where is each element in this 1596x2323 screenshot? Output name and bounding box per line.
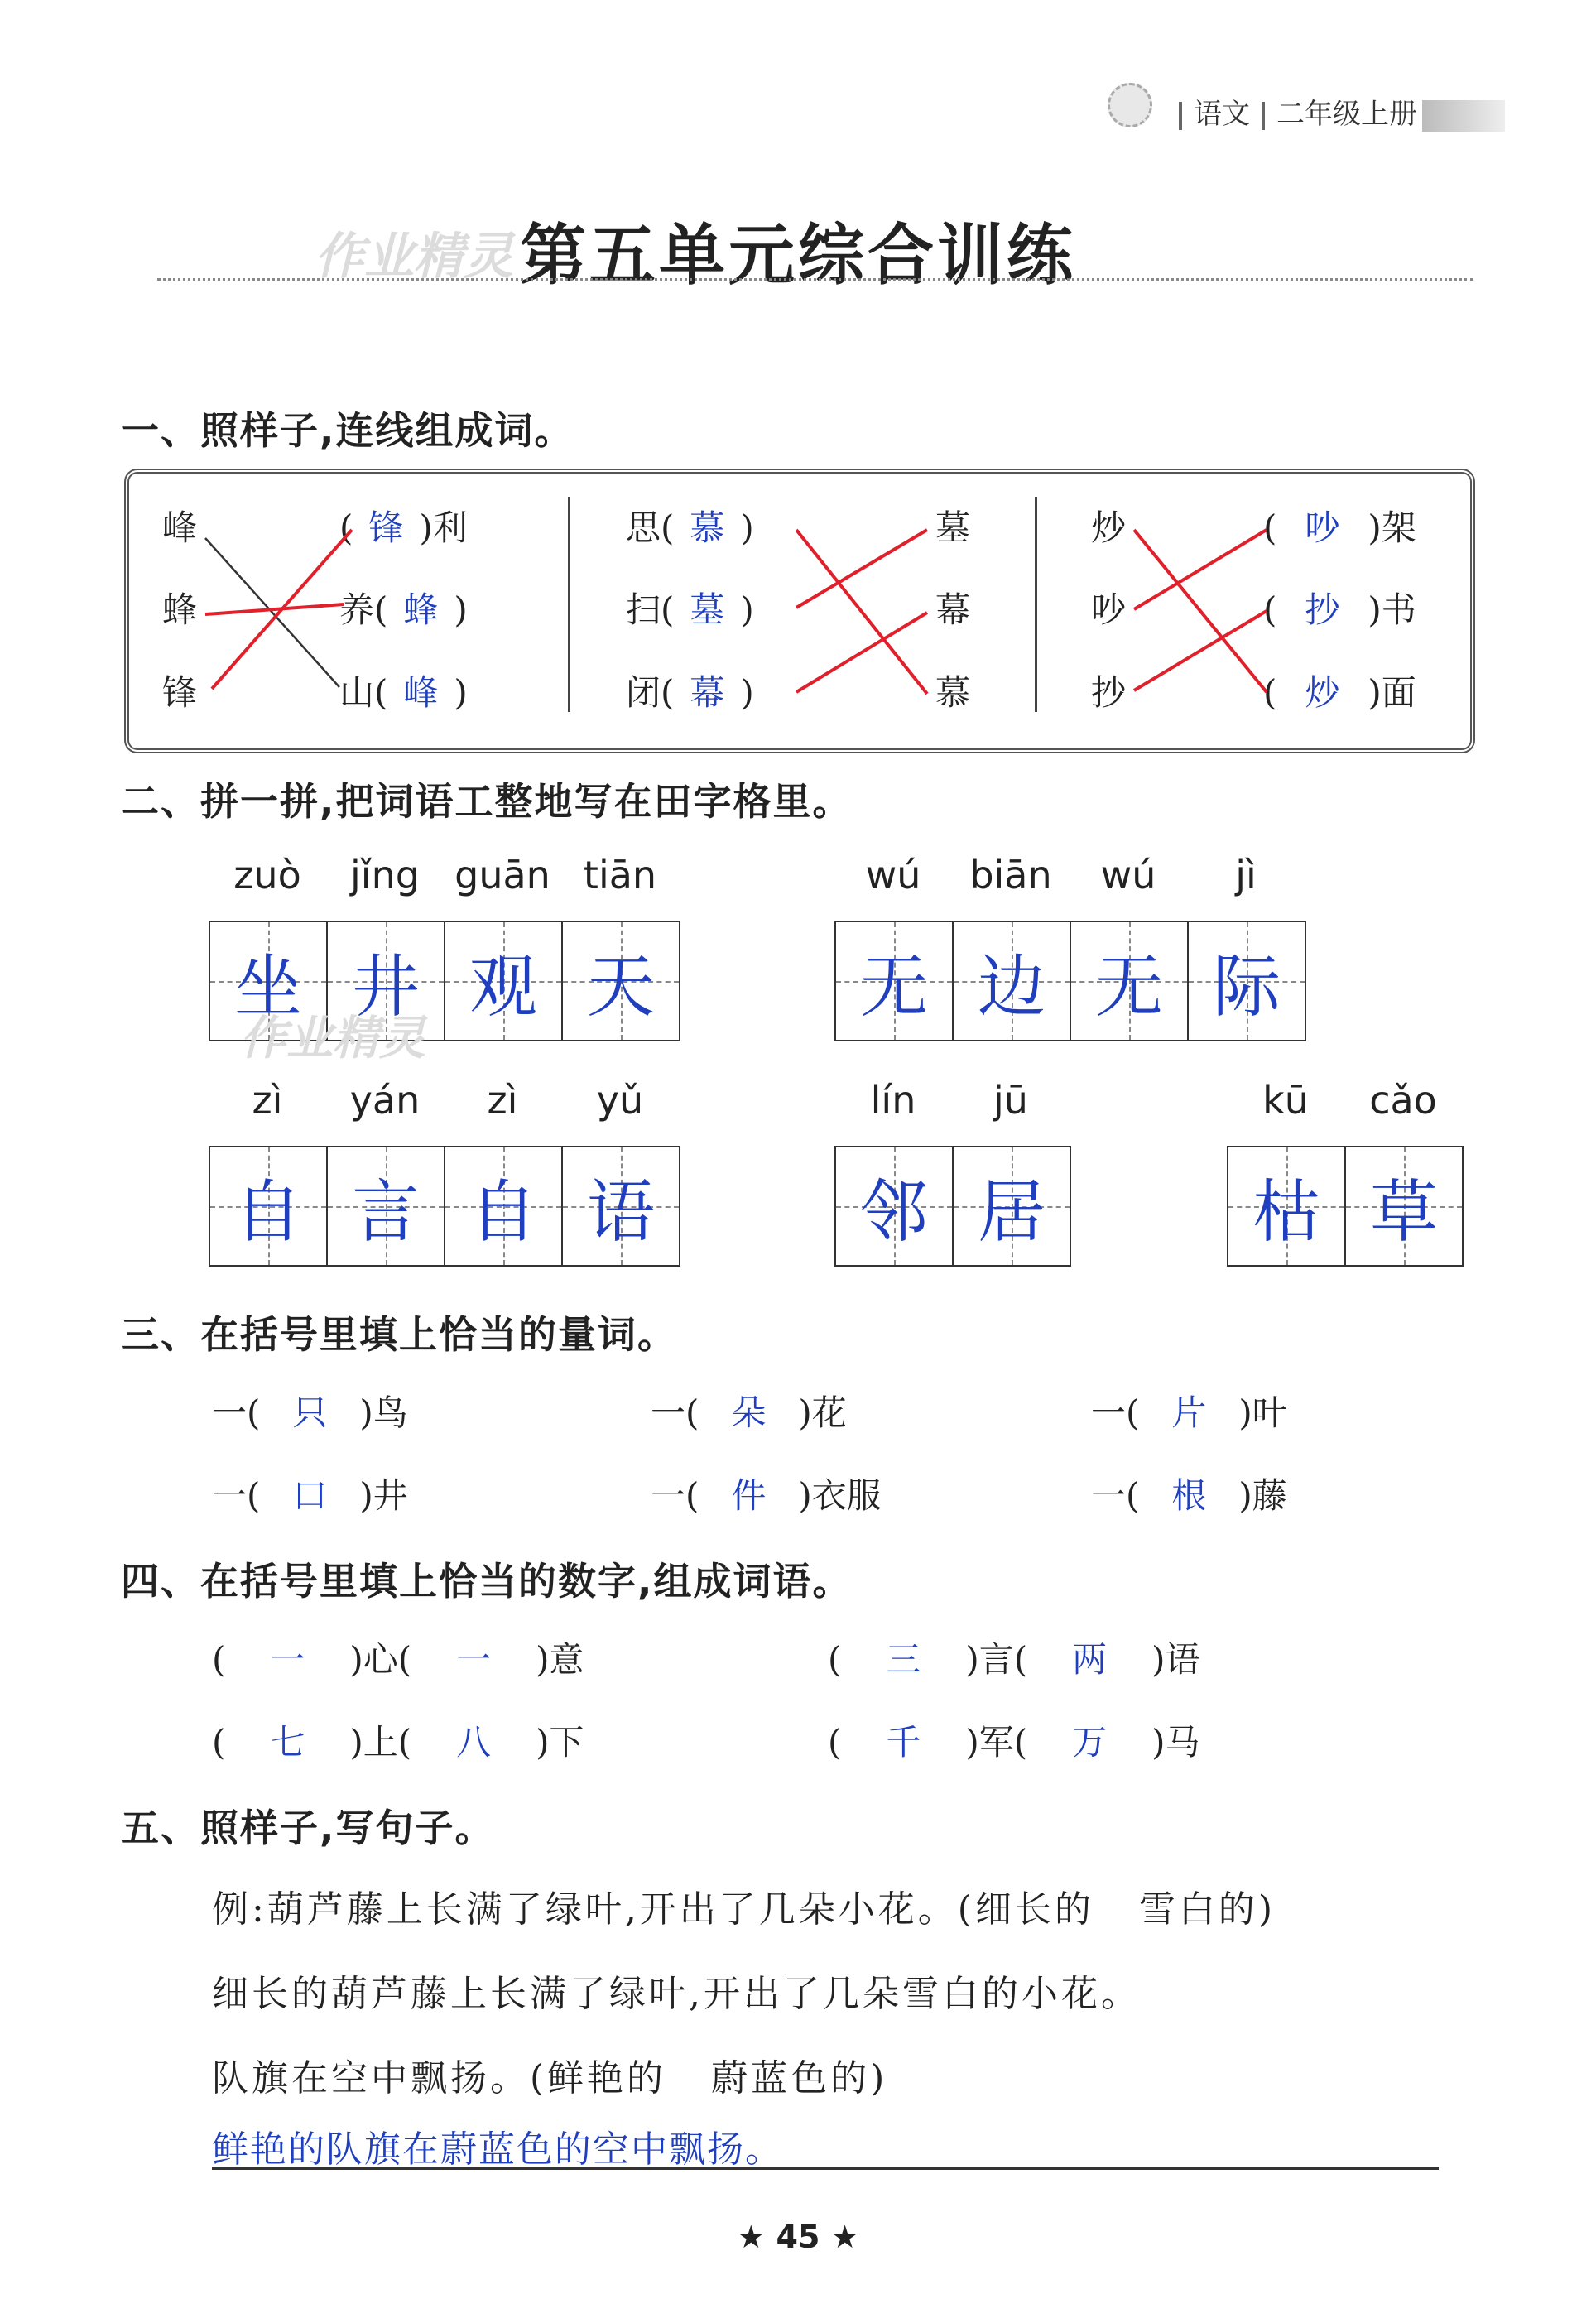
tianzige-grid <box>834 1146 1071 1267</box>
pinyin-row <box>834 1078 1070 1123</box>
grid-cell: 居 <box>954 1147 1070 1265</box>
q1-right-word: 山( 峰 ) <box>339 672 468 713</box>
pinyin: wú <box>1100 853 1156 897</box>
grid-cell: 无 <box>836 922 954 1040</box>
q1-mid-word: 思( 慕 ) <box>626 507 754 548</box>
q1-r-word: ( 吵 )架 <box>1263 507 1416 548</box>
q1-mid-word: 闭( 幕 ) <box>626 672 754 713</box>
grid-cell: 无 <box>1071 922 1189 1040</box>
measure-word-item: 一( 只 )鸟 <box>212 1392 408 1433</box>
pinyin-row <box>1227 1078 1462 1123</box>
tianzige-grid <box>209 1146 680 1267</box>
example-answer: 细长的葫芦藤上长满了绿叶,开出了几朵雪白的小花。 <box>212 1973 1141 2015</box>
grid-cell: 坐 <box>210 922 328 1040</box>
grid-cell: 草 <box>1346 1147 1462 1265</box>
answer-line <box>796 613 927 692</box>
q1-mid-right-char: 慕 <box>935 672 971 713</box>
grid-cell: 井 <box>328 922 445 1040</box>
tianzige-grid <box>209 921 680 1041</box>
q5-heading: 五、照样子,写句子。 <box>121 1806 495 1850</box>
q1-left-char: 锋 <box>162 672 198 713</box>
watermark: 作业精灵 <box>240 1012 425 1065</box>
answer-line <box>1134 611 1267 690</box>
answer-line <box>212 530 352 689</box>
pinyin: zì <box>487 1078 518 1123</box>
pinyin: jǐng <box>350 853 420 897</box>
pinyin: wú <box>865 853 921 897</box>
q1-r-word: ( 炒 )面 <box>1263 672 1416 713</box>
pinyin: biān <box>969 853 1052 897</box>
answer-line <box>205 604 344 614</box>
q1-mid-word: 扫( 墓 ) <box>626 589 754 630</box>
tianzige-grid <box>1227 1146 1464 1267</box>
answer-underline <box>212 2167 1439 2170</box>
pinyin: tiān <box>583 853 657 897</box>
q1-mid-right-char: 墓 <box>935 507 971 548</box>
answer-line <box>1134 530 1267 609</box>
pinyin: cǎo <box>1369 1078 1437 1123</box>
pinyin: jì <box>1235 853 1257 897</box>
pinyin: lín <box>870 1078 916 1123</box>
grid-cell: 言 <box>328 1147 445 1265</box>
grid-cell: 天 <box>563 922 679 1040</box>
q1-r-left-char: 炒 <box>1091 507 1127 548</box>
q1-connection-lines <box>0 0 1596 828</box>
grid-cell: 邻 <box>836 1147 954 1265</box>
q1-r-left-char: 吵 <box>1091 589 1127 630</box>
q1-r-word: ( 抄 )书 <box>1263 589 1416 630</box>
grid-cell: 语 <box>563 1147 679 1265</box>
grid-cell: 自 <box>445 1147 563 1265</box>
page-title: 第五单元综合训练 <box>520 216 1076 294</box>
tianzige-grid <box>834 921 1306 1041</box>
measure-word-item: 一( 口 )井 <box>212 1475 408 1516</box>
pinyin: yán <box>349 1078 421 1123</box>
exercise-answer: 鲜艳的队旗在蔚蓝色的空中飘扬。 <box>212 2128 783 2171</box>
example-sentence: 例:葫芦藤上长满了绿叶,开出了几朵小花。(细长的 雪白的) <box>212 1888 1276 1931</box>
pinyin: guān <box>454 853 550 897</box>
subject-label: 语文 <box>1194 98 1250 131</box>
number-idiom: ( 一 )心( 一 )意 <box>212 1639 584 1680</box>
q1-r-left-char: 抄 <box>1091 672 1127 713</box>
pinyin: jū <box>993 1078 1028 1123</box>
pinyin-row <box>209 1078 679 1123</box>
grid-cell: 际 <box>1189 922 1305 1040</box>
grid-cell: 观 <box>445 922 563 1040</box>
number-idiom: ( 七 )上( 八 )下 <box>212 1722 584 1763</box>
pinyin: kū <box>1262 1078 1309 1123</box>
page-number: ★ 45 ★ <box>737 2219 859 2255</box>
grid-cell: 枯 <box>1228 1147 1346 1265</box>
exercise-prompt: 队旗在空中飘扬。(鲜艳的 蔚蓝色的) <box>212 2057 888 2099</box>
q2-heading: 二、拼一拼,把词语工整地写在田字格里。 <box>121 779 853 824</box>
pinyin: zì <box>252 1078 283 1123</box>
number-idiom: ( 千 )军( 万 )马 <box>828 1722 1200 1763</box>
pinyin: yǔ <box>596 1078 644 1123</box>
grade-label: 二年级上册 <box>1276 98 1417 131</box>
grid-cell: 自 <box>210 1147 328 1265</box>
q4-heading: 四、在括号里填上恰当的数字,组成词语。 <box>121 1559 853 1604</box>
q1-left-char: 蜂 <box>162 589 198 630</box>
answer-line <box>796 530 927 694</box>
number-idiom: ( 三 )言( 两 )语 <box>828 1639 1200 1680</box>
pinyin-row <box>834 853 1305 897</box>
q1-right-word: 养( 蜂 ) <box>339 589 468 630</box>
pinyin: zuò <box>233 853 301 897</box>
watermark: 作业精灵 <box>315 228 513 286</box>
q1-left-char: 峰 <box>162 507 198 548</box>
measure-word-item: 一( 片 )叶 <box>1091 1392 1287 1433</box>
answer-line <box>796 530 927 608</box>
q3-heading: 三、在括号里填上恰当的量词。 <box>121 1312 677 1357</box>
q1-mid-right-char: 幕 <box>935 589 971 630</box>
q1-right-word: ( 锋 )利 <box>339 507 468 548</box>
q1-heading: 一、照样子,连线组成词。 <box>121 408 574 453</box>
measure-word-item: 一( 件 )衣服 <box>651 1475 882 1516</box>
pinyin-row <box>209 853 679 897</box>
grid-cell: 边 <box>954 922 1071 1040</box>
measure-word-item: 一( 根 )藤 <box>1091 1475 1287 1516</box>
answer-line <box>1134 530 1267 692</box>
measure-word-item: 一( 朵 )花 <box>651 1392 847 1433</box>
